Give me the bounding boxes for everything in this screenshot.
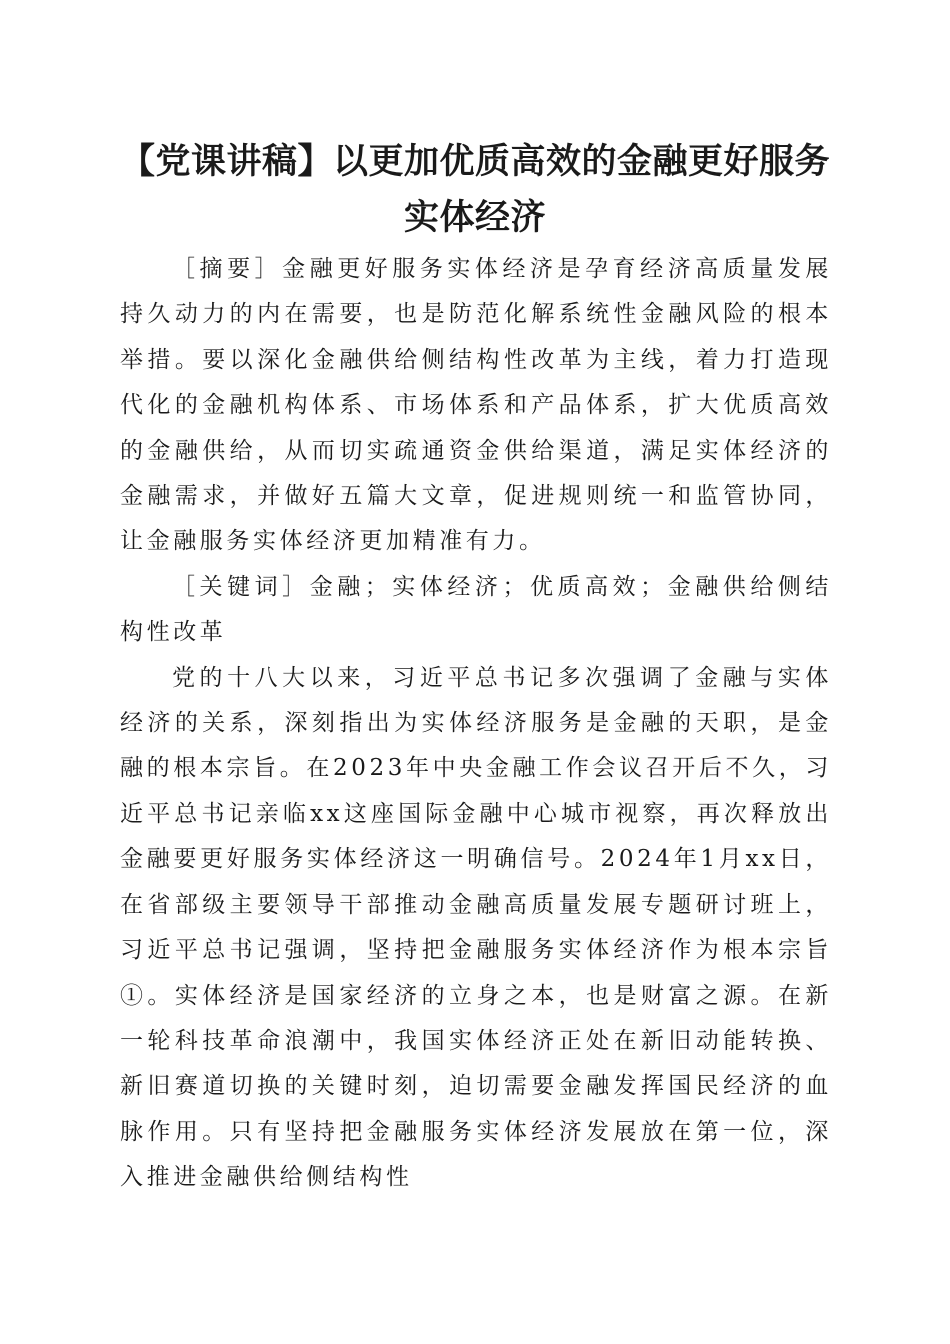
abstract-paragraph: ［摘要］金融更好服务实体经济是孕育经济高质量发展持久动力的内在需要，也是防范化解系统性金融风险的根本举措。要以深化金融供给侧结构性改革为主线，着力打造现代化的金融机构体系、市场体系和产品体系，扩大优质高效的金融供给，从而切实疏通资金供给渠道，满足实体经济的金融需求，并做好五篇大文章，促进规则统一和监管协同，让金融服务实体经济更加精准有力。	[120, 256, 832, 555]
document-body	[120, 247, 832, 1201]
document-title	[100, 134, 850, 246]
title-line-1: 【党课讲稿】以更加优质高效的金融更好服务	[119, 142, 830, 182]
keywords-paragraph: ［关键词］金融；实体经济；优质高效；金融供给侧结构性改革	[120, 573, 832, 646]
body-paragraph: 党的十八大以来，习近平总书记多次强调了金融与实体经济的关系，深刻指出为实体经济服务是金融的天职，是金融的根本宗旨。在2023年中央金融工作会议召开后不久，习近平总书记亲临xx这座国际金融中心城市视察，再次释放出金融要更好服务实体经济这一明确信号。2024年1月xx日，在省部级主要领导干部推动金融高质量发展专题研讨班上，习近平总书记强调，坚持把金融服务实体经济作为根本宗旨①。实体经济是国家经济的立身之本，也是财富之源。在新一轮科技革命浪潮中，我国实体经济正处在新旧动能转换、新旧赛道切换的关键时刻，迫切需要金融发挥国民经济的血脉作用。只有坚持把金融服务实体经济发展放在第一位，深入推进金融供给侧结构性	[120, 664, 832, 1191]
title-line-2: 实体经济	[403, 198, 546, 238]
